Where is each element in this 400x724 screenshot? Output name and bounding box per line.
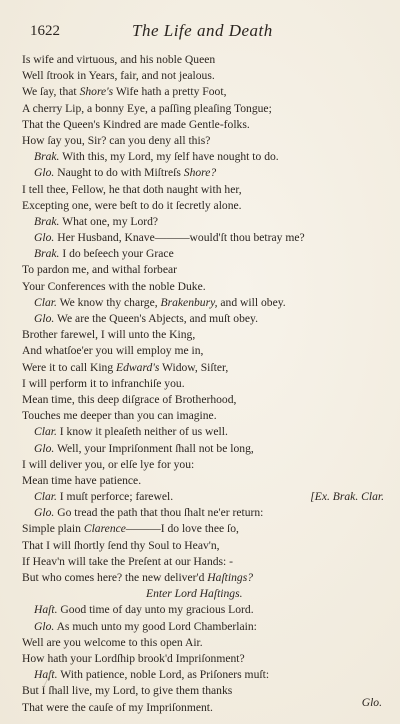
- play-text: [22, 52, 386, 716]
- line-text: Well are you welcome to this open Air.: [22, 635, 203, 649]
- line-text: That the Queen's Kindred are made Gentle-folks.: [22, 117, 250, 131]
- verse-line: [22, 635, 386, 651]
- verse-line: [22, 311, 386, 327]
- speaker-name: Glo.: [34, 166, 55, 180]
- line-text: How ſay you, Sir? can you deny all this?: [22, 133, 211, 147]
- verse-line: [22, 683, 386, 699]
- line-text: We ſay, that: [22, 85, 80, 99]
- line-text: I will deliver you, or elſe lye for you:: [22, 457, 195, 471]
- verse-line: [22, 424, 386, 440]
- line-text: That were the cauſe of my Impriſonment.: [22, 700, 213, 714]
- line-text: Good time of day unto my gracious Lord.: [60, 603, 254, 617]
- verse-line: [22, 149, 386, 165]
- line-text-rest: Widow, Siſter,: [159, 360, 229, 374]
- speaker-name: Clar.: [34, 490, 57, 504]
- line-text: Were it to call King: [22, 360, 117, 374]
- verse-line: [22, 230, 386, 246]
- line-text: I will perform it to infranchiſe you.: [22, 376, 185, 390]
- speaker-name: Brak.: [34, 247, 60, 261]
- line-text-rest: ———I do love thee ſo,: [125, 522, 239, 536]
- line-text: But who comes here? the new deliver'd: [22, 571, 208, 584]
- line-text: Excepting one, were beſt to do it ſecretly alone.: [22, 198, 242, 212]
- verse-line: [22, 84, 386, 100]
- speaker-name: Brak.: [34, 150, 60, 164]
- verse-line: [22, 214, 386, 230]
- speaker-name: Brak.: [34, 214, 60, 228]
- verse-line: [22, 327, 386, 343]
- italic-name: Haſtings?: [207, 571, 254, 584]
- verse-line: [22, 117, 386, 133]
- verse-line: [22, 521, 386, 537]
- exit-direction: [Ex. Brak. Clar.: [310, 490, 384, 504]
- verse-line: [22, 667, 386, 683]
- line-text: I know it pleaſeth neither of us well.: [59, 425, 228, 439]
- verse-line: [22, 392, 386, 408]
- running-title: The Life and Death: [132, 21, 273, 40]
- speaker-name: Glo.: [34, 312, 55, 325]
- line-text: Mean time have patience.: [22, 473, 142, 487]
- verse-line: [22, 295, 386, 311]
- speaker-name: Haſt.: [34, 603, 58, 617]
- line-text: Mean time, this deep diſgrace of Brotherhood,: [22, 392, 237, 406]
- line-text: Touches me deeper than you can imagine.: [22, 409, 217, 423]
- line-text: Is wife and virtuous, and his noble Queen: [22, 53, 216, 66]
- verse-line: [22, 52, 386, 68]
- speaker-name: Glo.: [34, 506, 55, 520]
- verse-line: [22, 408, 386, 424]
- line-text: What one, my Lord?: [62, 214, 159, 228]
- verse-line: [22, 457, 386, 473]
- verse-line: [22, 279, 386, 295]
- line-text: I muſt perforce; farewel.: [59, 490, 174, 504]
- verse-line: [22, 554, 386, 570]
- line-text: And whatſoe'er you will employ me in,: [22, 344, 204, 358]
- line-text-rest: and will obey.: [217, 295, 286, 309]
- speaker-name: Haſt.: [34, 668, 58, 682]
- verse-line: [22, 246, 386, 262]
- italic-name: Edward's: [116, 360, 160, 374]
- verse-line: [22, 570, 386, 586]
- line-text: We know thy charge,: [59, 295, 161, 309]
- verse-line: [22, 360, 386, 376]
- verse-line: [22, 473, 386, 489]
- verse-line: [22, 376, 386, 392]
- line-text-rest: Wife hath a pretty Foot,: [113, 85, 227, 99]
- verse-line: [22, 165, 386, 181]
- running-head: [22, 18, 386, 44]
- italic-name: Shore's: [79, 85, 114, 99]
- line-text: If Heav'n will take the Preſent at our Hands: -: [22, 554, 234, 568]
- line-text: But I ſhall live, my Lord, to give them thanks: [22, 684, 233, 698]
- stage-direction-text: Enter Lord Haſtings.: [146, 587, 243, 601]
- verse-line: [22, 441, 386, 457]
- verse-line: [22, 133, 386, 149]
- speaker-name: Clar.: [34, 295, 57, 309]
- speaker-name: Glo.: [34, 619, 55, 633]
- line-text: To pardon me, and withal forbear: [22, 263, 178, 277]
- line-text: With patience, noble Lord, as Priſoners muſt:: [60, 668, 270, 682]
- stage-direction: [22, 586, 386, 602]
- italic-name: Brakenbury,: [160, 295, 218, 309]
- line-text: Well ſtrook in Years, fair, and not jealous.: [22, 69, 215, 83]
- speaker-name: Clar.: [34, 425, 57, 439]
- line-text: We are the Queen's Abjects, and muſt obey.: [57, 312, 258, 325]
- line-text: That I will ſhortly ſend thy Soul to Heav'n,: [22, 538, 220, 552]
- verse-line: [22, 700, 386, 716]
- catchword: Glo.: [361, 696, 382, 709]
- line-text: Well, your Impriſonment ſhall not be long,: [57, 441, 254, 455]
- speaker-name: Glo.: [34, 231, 55, 245]
- page-number: 1622: [30, 23, 60, 39]
- line-text: How hath your Lordſhip brook'd Impriſonment?: [22, 651, 245, 665]
- line-text: I do beſeech your Grace: [62, 247, 174, 261]
- verse-line: [22, 651, 386, 667]
- line-text: Her Husband, Knave———would'ſt thou betray me?: [57, 231, 305, 245]
- line-text: With this, my Lord, my ſelf have nought to do.: [62, 150, 279, 164]
- line-text: Simple plain: [22, 522, 84, 536]
- line-text: A cherry Lip, a bonny Eye, a paſſing pleaſing Tongue;: [22, 101, 272, 115]
- line-text: Your Conferences with the noble Duke.: [22, 279, 206, 293]
- verse-line: [22, 505, 386, 521]
- verse-line: [22, 198, 386, 214]
- line-text: Brother farewel, I will unto the King,: [22, 328, 196, 342]
- verse-line: [22, 101, 386, 117]
- verse-line: [22, 68, 386, 84]
- verse-line: [22, 602, 386, 618]
- verse-line: [22, 619, 386, 635]
- italic-name: Shore?: [183, 166, 217, 180]
- verse-line: [22, 182, 386, 198]
- line-text: Go tread the path that thou ſhalt ne'er return:: [57, 506, 264, 520]
- italic-name: Clarence: [83, 522, 126, 536]
- verse-line: [22, 489, 386, 505]
- line-text: As much unto my good Lord Chamberlain:: [56, 619, 257, 633]
- verse-line: [22, 262, 386, 278]
- verse-line: [22, 538, 386, 554]
- line-text: I tell thee, Fellow, he that doth naught with her,: [22, 182, 242, 196]
- speaker-name: Glo.: [34, 441, 55, 455]
- verse-line: [22, 343, 386, 359]
- line-text: Naught to do with Miſtreſs: [57, 166, 184, 180]
